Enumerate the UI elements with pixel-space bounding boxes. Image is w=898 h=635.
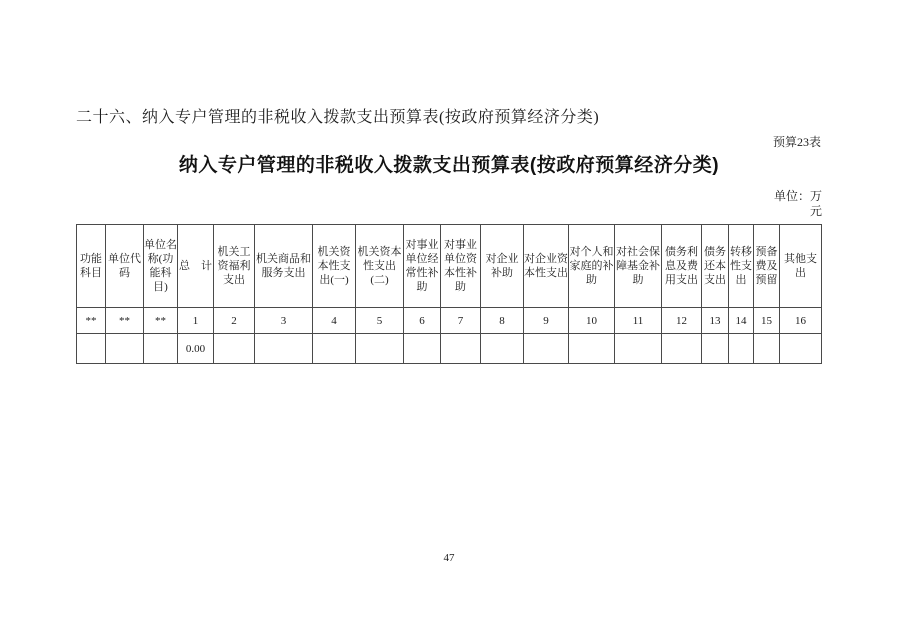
unit-label — [774, 189, 822, 219]
header-cell: 对事业单位经常性补助 — [404, 225, 441, 308]
header-cell: 功能科目 — [77, 225, 106, 308]
header-cell: 对社会保障基金补助 — [615, 225, 662, 308]
value-cell — [780, 334, 822, 364]
code-cell: 6 — [404, 308, 441, 334]
value-cell — [313, 334, 356, 364]
value-cell — [77, 334, 106, 364]
value-cell — [729, 334, 754, 364]
header-cell: 债务利息及费用支出 — [662, 225, 702, 308]
column-code-row — [77, 308, 822, 334]
code-cell: ** — [144, 308, 178, 334]
value-cell — [615, 334, 662, 364]
code-cell: 12 — [662, 308, 702, 334]
header-cell: 转移性支出 — [729, 225, 754, 308]
header-cell: 债务还本支出 — [702, 225, 729, 308]
value-cell — [754, 334, 780, 364]
unit-label-line1: 单位：万 — [773, 189, 822, 203]
value-cell — [569, 334, 615, 364]
header-cell: 总 计 — [178, 225, 214, 308]
code-cell: 14 — [729, 308, 754, 334]
value-cell: 0.00 — [178, 334, 214, 364]
header-cell: 单位名称(功能科目) — [144, 225, 178, 308]
code-cell: 9 — [524, 308, 569, 334]
code-cell: 3 — [255, 308, 313, 334]
unit-label-line2: 元 — [809, 204, 822, 218]
table-header-row — [77, 225, 822, 308]
page-title: 纳入专户管理的非税收入拨款支出预算表(按政府预算经济分类) — [178, 155, 720, 176]
code-cell: 5 — [356, 308, 404, 334]
code-cell: 15 — [754, 308, 780, 334]
header-cell: 预备费及预留 — [754, 225, 780, 308]
code-cell: 7 — [441, 308, 481, 334]
value-cell — [144, 334, 178, 364]
table-number-label: 预算23表 — [772, 135, 821, 149]
value-cell — [214, 334, 255, 364]
code-cell: 4 — [313, 308, 356, 334]
value-cell — [441, 334, 481, 364]
value-cell — [404, 334, 441, 364]
value-cell — [662, 334, 702, 364]
value-cell — [524, 334, 569, 364]
value-cell — [481, 334, 524, 364]
code-cell: 13 — [702, 308, 729, 334]
header-cell: 机关资本性支出(一) — [313, 225, 356, 308]
code-cell: 1 — [178, 308, 214, 334]
header-cell: 对企业补助 — [481, 225, 524, 308]
header-cell: 其他支出 — [780, 225, 822, 308]
code-cell: 16 — [780, 308, 822, 334]
code-cell: 10 — [569, 308, 615, 334]
code-cell: ** — [106, 308, 144, 334]
code-cell: 11 — [615, 308, 662, 334]
page-number: 47 — [443, 552, 455, 564]
value-cell — [255, 334, 313, 364]
code-cell: 2 — [214, 308, 255, 334]
header-cell: 对个人和家庭的补助 — [569, 225, 615, 308]
header-cell: 单位代码 — [106, 225, 144, 308]
header-cell: 机关资本性支出(二) — [356, 225, 404, 308]
data-row — [77, 334, 822, 364]
header-cell: 机关商品和服务支出 — [255, 225, 313, 308]
budget-table — [76, 224, 822, 364]
value-cell — [106, 334, 144, 364]
header-cell: 对事业单位资本性补助 — [441, 225, 481, 308]
value-cell — [702, 334, 729, 364]
code-cell: 8 — [481, 308, 524, 334]
section-heading: 二十六、纳入专户管理的非税收入拨款支出预算表(按政府预算经济分类) — [76, 109, 600, 126]
code-cell: ** — [77, 308, 106, 334]
value-cell — [356, 334, 404, 364]
header-cell: 对企业资本性支出 — [524, 225, 569, 308]
header-cell: 机关工资福利支出 — [214, 225, 255, 308]
